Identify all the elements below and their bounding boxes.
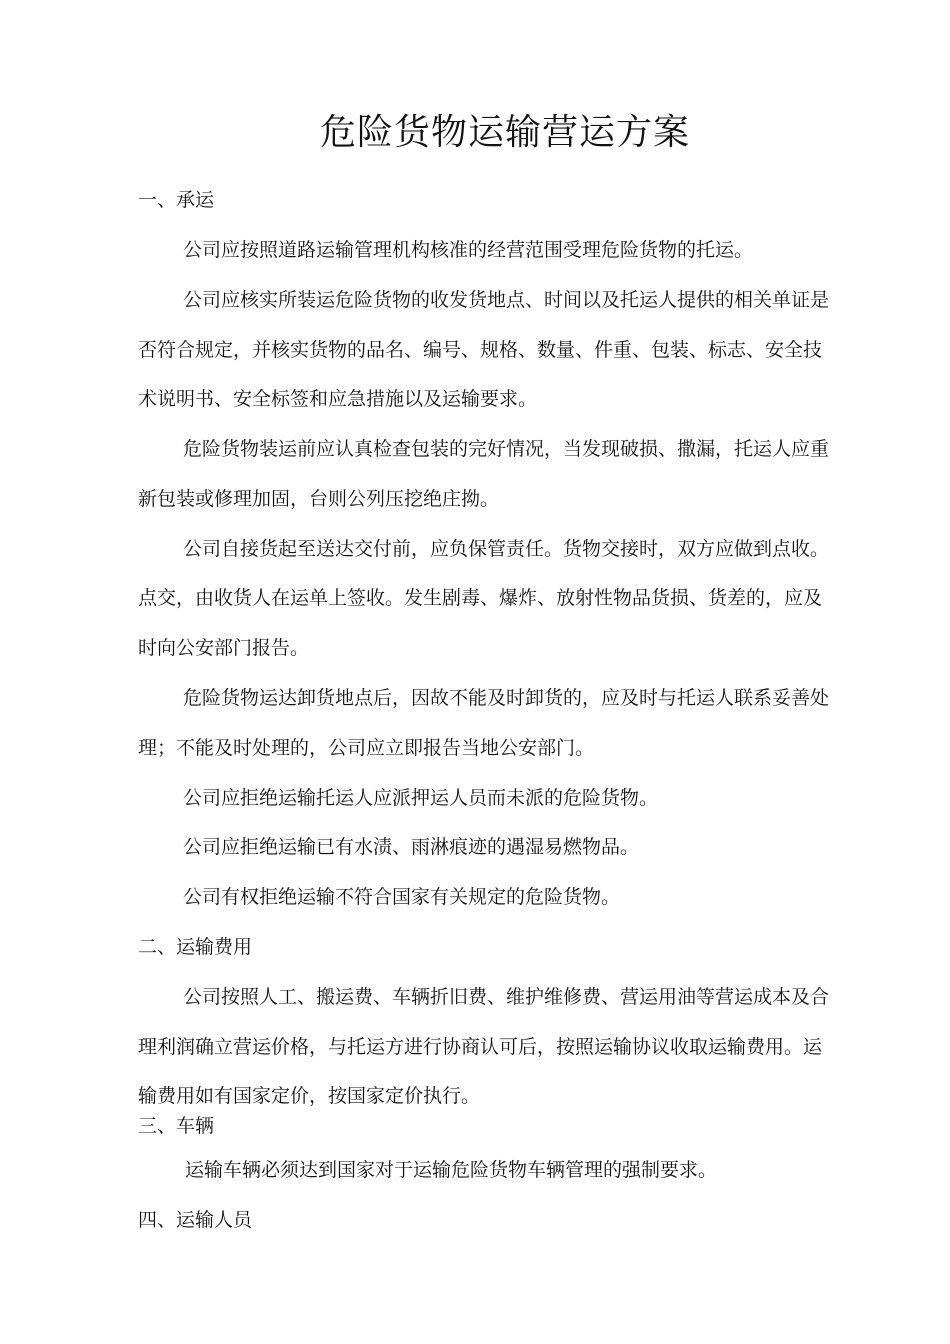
paragraph-line: 术说明书、安全标签和应急措施以及运输要求。 — [138, 388, 538, 410]
paragraph-line: 理；不能及时处理的，公司应立即报告当地公安部门。 — [138, 737, 595, 759]
section-heading-4: 四、运输人员 — [138, 1209, 253, 1231]
paragraph-line: 时向公安部门报告。 — [138, 637, 310, 659]
paragraph-line: 公司应按照道路运输管理机构核准的经营范围受理危险货物的托运。 — [183, 239, 754, 261]
paragraph-line: 新包装或修理加固，台则公列压挖绝庄拗。 — [138, 488, 500, 510]
paragraph-line: 公司应拒绝运输托运人应派押运人员而未派的危险货物。 — [183, 787, 659, 809]
paragraph-line: 理利润确立营运价格，与托运方进行协商认可后，按照运输协议收取运输费用。运 — [138, 1036, 823, 1058]
paragraph-line: 否符合规定，并核实货物的品名、编号、规格、数量、件重、包装、标志、安全技 — [138, 339, 823, 361]
paragraph-line: 危险货物装运前应认真检查包装的完好情况，当发现破损、撒漏，托运人应重 — [183, 438, 830, 460]
document-title: 危险货物运输营运方案 — [319, 112, 690, 153]
paragraph-line: 公司有权拒绝运输不符合国家有关规定的危险货物。 — [183, 886, 621, 908]
paragraph-line: 危险货物运达卸货地点后，因故不能及时卸货的，应及时与托运人联系妥善处 — [183, 687, 830, 709]
section-heading-2: 二、运输费用 — [138, 936, 253, 958]
paragraph-line: 公司应核实所装运危险货物的收发货地点、时间以及托运人提供的相关单证是 — [183, 289, 830, 311]
paragraph-line: 公司按照人工、搬运费、车辆折旧费、维护维修费、营运用油等营运成本及合 — [183, 986, 830, 1008]
paragraph-line: 输费用如有国家定价，按国家定价执行。 — [138, 1085, 481, 1107]
paragraph-line: 公司自接货起至送达交付前，应负保管责任。货物交接时，双方应做到点收。 — [183, 538, 830, 560]
paragraph-line: 公司应拒绝运输已有水渍、雨淋痕迹的遇湿易燃物品。 — [183, 836, 640, 858]
paragraph-line: 运输车辆必须达到国家对于运输危险货物车辆管理的强制要求。 — [185, 1159, 718, 1181]
section-heading-1: 一、承运 — [138, 189, 215, 211]
section-heading-3: 三、车辆 — [138, 1115, 215, 1137]
paragraph-line: 点交，由收货人在运单上签收。发生剧毒、爆炸、放射性物品货损、货差的，应及 — [138, 587, 823, 609]
